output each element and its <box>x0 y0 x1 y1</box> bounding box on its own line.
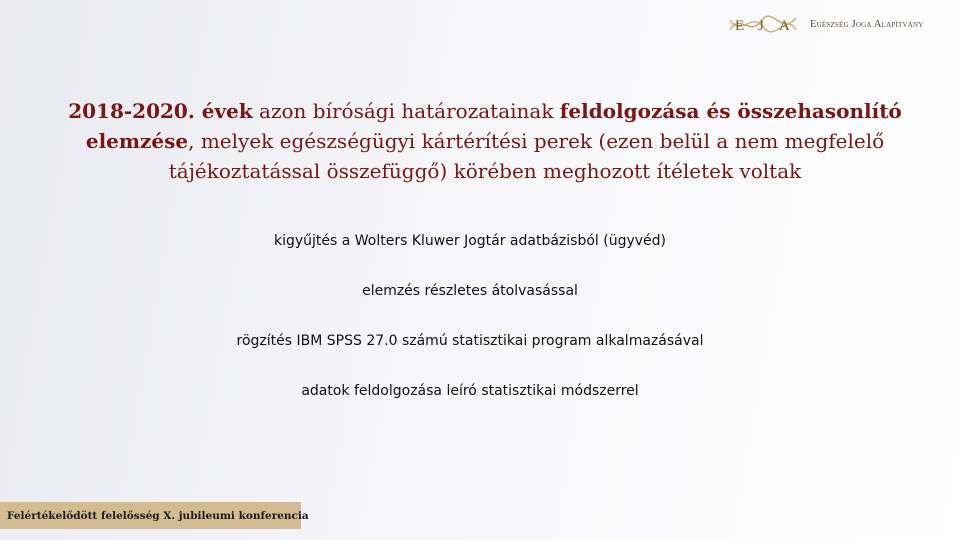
title-emphasis: feldolgozása és összehasonlító elemzése <box>85 99 902 153</box>
footer-text: Felértékelődött felelősség X. jubileumi konferencia <box>7 509 309 522</box>
title-years: 2018-2020. évek <box>68 99 253 123</box>
logo-text: Egészség Joga Alapítvány <box>810 18 924 30</box>
footer-banner <box>0 502 309 529</box>
method-item-collection: kigyűjtés a Wolters Kluwer Jogtár adatbázisból (ügyvéd) <box>273 233 667 249</box>
logo-letter-j: J <box>758 18 764 34</box>
logo <box>726 8 952 40</box>
method-list <box>160 228 780 428</box>
title-text-1: azon bírósági határozatainak <box>252 99 560 123</box>
logo-letter-e: E <box>735 18 745 34</box>
title-text-2: , melyek egészségügyi kártérítési perek (ezen belül a nem megfelelő tájékoztatással összefüggő) körében meghozott ítéletek voltak <box>168 129 885 183</box>
logo-letter-a: A <box>779 18 790 34</box>
eja-logo-emblem-icon <box>726 8 800 40</box>
method-item-analysis: elemzés részletes átolvasással <box>362 283 578 299</box>
method-item-recording: rögzítés IBM SPSS 27.0 számú statisztikai program alkalmazásával <box>236 333 704 349</box>
slide-title <box>60 96 910 186</box>
method-item-processing: adatok feldolgozása leíró statisztikai módszerrel <box>301 383 639 399</box>
